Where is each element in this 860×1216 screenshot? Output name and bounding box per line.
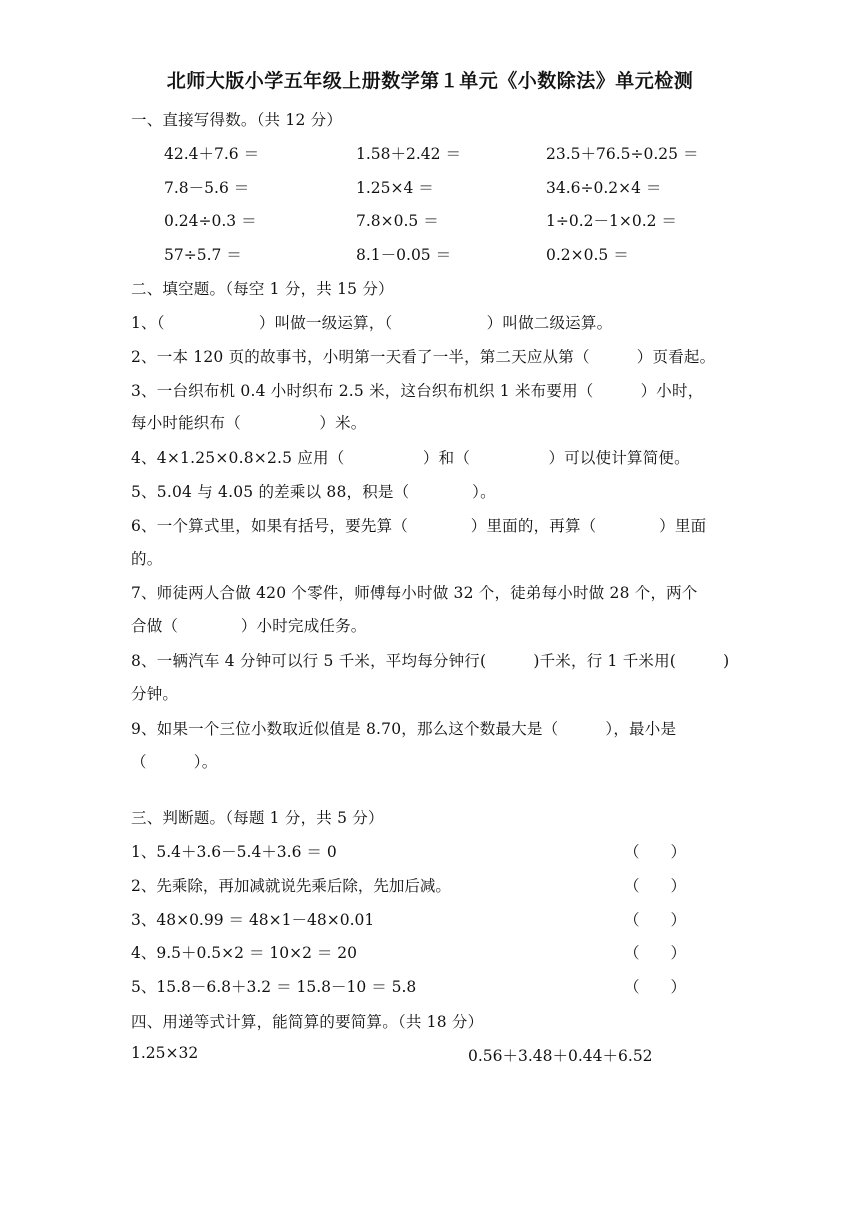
fill-blank-line: 每小时能织布（ ）米。: [131, 414, 367, 432]
fill-blank-line: 7、师徒两人合做 420 个零件，师傅每小时做 32 个，徒弟每小时做 28 个，两个: [131, 584, 698, 602]
page-title: 北师大版小学五年级上册数学第１单元《小数除法》单元检测: [166, 70, 694, 92]
calc-item: 42.4＋7.6 ＝: [164, 145, 260, 163]
section4-heading: 四、用递等式计算，能简算的要简算。（共 18 分）: [131, 1013, 484, 1031]
fill-blank-line: 1、（ ）叫做一级运算，（ ）叫做二级运算。: [131, 314, 613, 332]
calc-item: 8.1－0.05 ＝: [356, 246, 452, 264]
judge-statement: 1、5.4＋3.6－5.4＋3.6 ＝ 0: [131, 843, 337, 861]
answer-parentheses: （ ）: [624, 843, 687, 861]
fill-blank-line: （ ）。: [131, 753, 218, 771]
judge-statement: 3、48×0.99 ＝ 48×1－48×0.01: [131, 911, 375, 929]
fill-blank-line: 的。: [131, 550, 163, 568]
calc-item: 1.25×4 ＝: [356, 179, 434, 197]
answer-parentheses: （ ）: [624, 978, 687, 996]
answer-parentheses: （ ）: [624, 877, 687, 895]
fill-blank-line: 9、如果一个三位小数取近似值是 8.70，那么这个数最大是（ ），最小是: [131, 720, 677, 738]
answer-parentheses: （ ）: [624, 911, 687, 929]
fill-blank-line: 3、一台织布机 0.4 小时织布 2.5 米，这台织布机织 1 米布要用（ ）小时，: [131, 382, 704, 400]
answer-parentheses: （ ）: [624, 944, 687, 962]
calc-problem: 1.25×32: [131, 1044, 199, 1062]
section2-heading: 二、填空题。（每空 1 分，共 15 分）: [131, 280, 394, 298]
section3-heading: 三、判断题。（每题 1 分，共 5 分）: [131, 809, 384, 827]
fill-blank-line: 合做（ ）小时完成任务。: [131, 617, 367, 635]
calc-item: 7.8×0.5 ＝: [356, 212, 439, 230]
fill-blank-line: 6、一个算式里，如果有括号，要先算（ ）里面的，再算（ ）里面: [131, 517, 707, 535]
fill-blank-line: 8、一辆汽车 4 分钟可以行 5 千米，平均每分钟行( )千米，行 1 千米用( ): [131, 652, 730, 670]
calc-item: 0.24÷0.3 ＝: [164, 212, 257, 230]
calc-item: 57÷5.7 ＝: [164, 246, 242, 264]
judge-statement: 4、9.5＋0.5×2 ＝ 10×2 ＝ 20: [131, 944, 358, 962]
calc-item: 7.8－5.6 ＝: [164, 179, 250, 197]
fill-blank-line: 2、一本 120 页的故事书，小明第一天看了一半，第二天应从第（ ）页看起。: [131, 348, 716, 366]
calc-problem: 0.56＋3.48＋0.44＋6.52: [468, 1047, 653, 1065]
section1-heading: 一、直接写得数。（共 12 分）: [131, 111, 343, 129]
fill-blank-line: 分钟。: [131, 685, 179, 703]
calc-item: 1.58＋2.42 ＝: [356, 145, 461, 163]
calc-item: 23.5＋76.5÷0.25 ＝: [546, 145, 699, 163]
fill-blank-line: 5、5.04 与 4.05 的差乘以 88，积是（ ）。: [131, 483, 496, 501]
calc-item: 0.2×0.5 ＝: [546, 246, 629, 264]
fill-blank-line: 4、4×1.25×0.8×2.5 应用（ ）和（ ）可以使计算简便。: [131, 449, 690, 467]
judge-statement: 5、15.8－6.8＋3.2 ＝ 15.8－10 ＝ 5.8: [131, 978, 417, 996]
calc-item: 1÷0.2－1×0.2 ＝: [546, 212, 677, 230]
calc-item: 34.6÷0.2×4 ＝: [546, 179, 662, 197]
judge-statement: 2、先乘除，再加减就说先乘后除，先加后减。: [131, 877, 451, 895]
